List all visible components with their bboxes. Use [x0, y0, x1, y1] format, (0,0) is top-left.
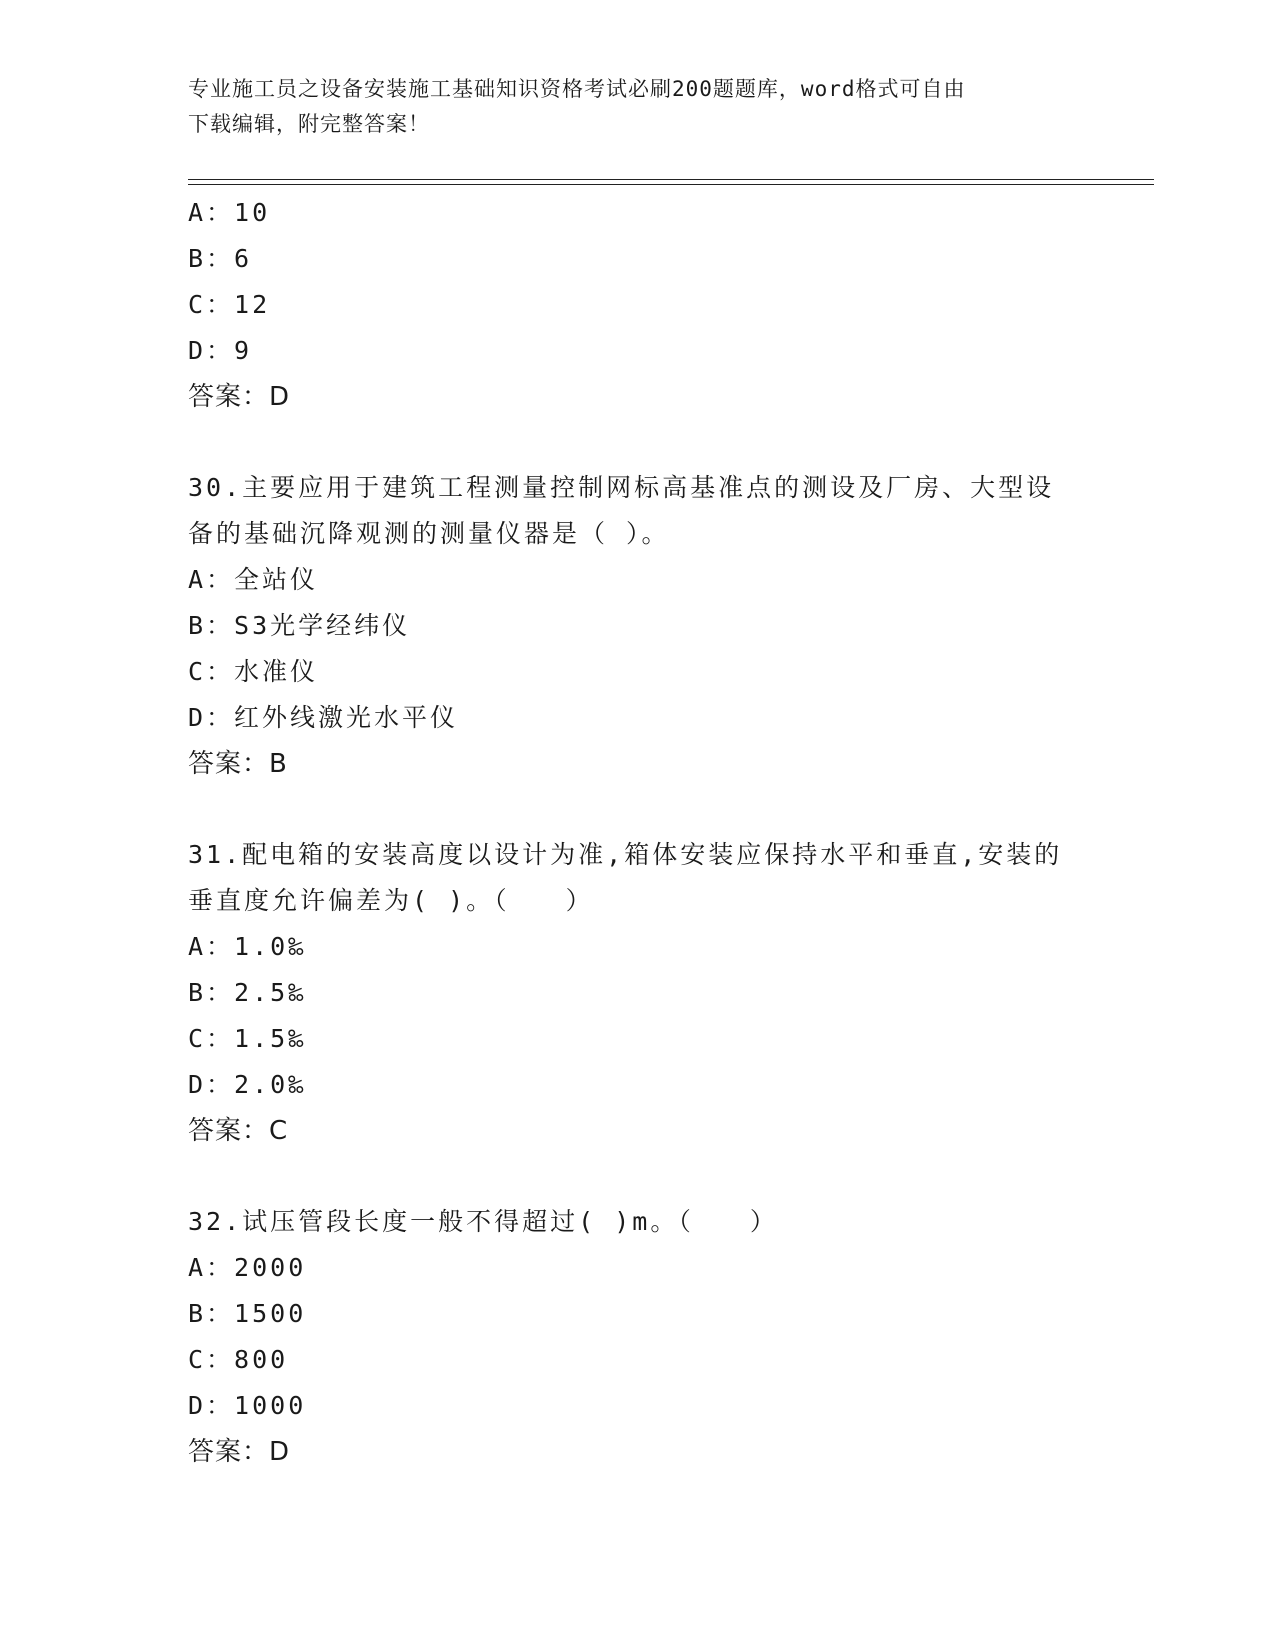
option-b: B：2.5‰: [188, 978, 307, 1007]
spacer: [188, 787, 1088, 832]
option-b: B：1500: [188, 1299, 307, 1328]
question-block-29: [188, 190, 1088, 420]
question-text-line2: 垂直度允许偏差为( )。（ ）: [188, 886, 594, 915]
question-block-31: [188, 832, 1088, 1154]
question-text-line1: 31.配电箱的安装高度以设计为准,箱体安装应保持水平和垂直,安装的: [188, 840, 1063, 869]
option-a: A：2000: [188, 1253, 307, 1282]
option-d: D：9: [188, 336, 253, 365]
option-c: C：12: [188, 290, 271, 319]
option-a: A：10: [188, 198, 271, 227]
option-d: D：1000: [188, 1391, 307, 1420]
question-block-30: [188, 465, 1088, 787]
document-header: [188, 72, 1068, 142]
option-c: C：1.5‰: [188, 1024, 307, 1053]
option-b: B：S3光学经纬仪: [188, 611, 411, 640]
option-a: A：全站仪: [188, 565, 319, 594]
option-a: A：1.0‰: [188, 932, 307, 961]
header-divider-top: [188, 179, 1154, 180]
header-title-line2: 下载编辑，附完整答案！: [188, 112, 430, 136]
question-text-line1: 32.试压管段长度一般不得超过( )m。（ ）: [188, 1207, 778, 1236]
spacer: [188, 420, 1088, 465]
option-c: C：800: [188, 1345, 289, 1374]
answer-text: 答案：C: [188, 1116, 289, 1146]
header-divider-bottom: [188, 184, 1154, 185]
question-block-32: [188, 1199, 1088, 1475]
answer-text: 答案：D: [188, 1437, 291, 1467]
question-text-line2: 备的基础沉降观测的测量仪器是（ ）。: [188, 519, 670, 548]
option-d: D：红外线激光水平仪: [188, 703, 459, 732]
question-text-line1: 30.主要应用于建筑工程测量控制网标高基准点的测设及厂房、大型设: [188, 473, 1055, 502]
option-d: D：2.0‰: [188, 1070, 307, 1099]
answer-text: 答案：D: [188, 382, 291, 412]
option-b: B：6: [188, 244, 253, 273]
question-list: [188, 190, 1088, 1475]
spacer: [188, 1154, 1088, 1199]
header-title-line1: 专业施工员之设备安装施工基础知识资格考试必刷200题题库，word格式可自由: [188, 77, 966, 101]
option-c: C：水准仪: [188, 657, 319, 686]
answer-text: 答案：B: [188, 749, 288, 779]
